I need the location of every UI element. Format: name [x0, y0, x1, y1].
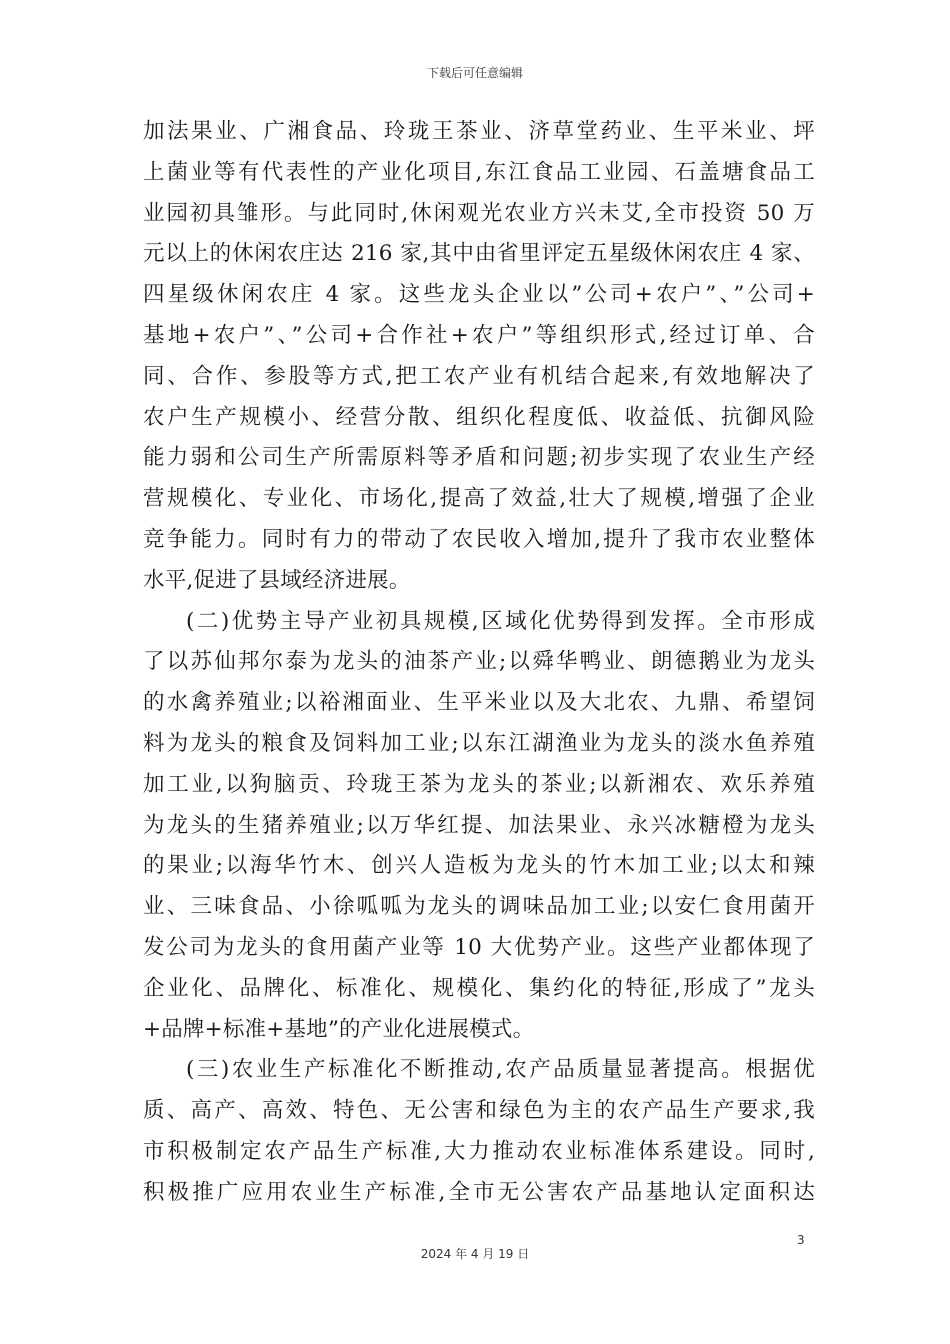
text-line: 业园初具雏形。与此同时,休闲观光农业方兴未艾,全市投资 50 万 [143, 200, 815, 226]
document-body [143, 112, 815, 1214]
text-line: 农户生产规模小、经营分散、组织化程度低、收益低、抗御风险 [143, 404, 815, 430]
text-line: 四星级休闲农庄 4 家。这些龙头企业以”公司+农户”、”公司+ [143, 282, 815, 308]
text-line: +品牌+标准+基地”的产业化进展模式。 [143, 1016, 535, 1042]
paragraph-2 [143, 602, 815, 1051]
text-line: 的果业;以海华竹木、创兴人造板为龙头的竹木加工业;以太和辣 [143, 853, 815, 879]
text-line: 营规模化、专业化、市场化,提高了效益,壮大了规模,增强了企业 [143, 486, 815, 512]
text-line: 能力弱和公司生产所需原料等矛盾和问题;初步实现了农业生产经 [143, 445, 815, 471]
text-line: 质、高产、高效、特色、无公害和绿色为主的农产品生产要求,我 [143, 1098, 815, 1124]
text-line: 基地+农户”、”公司+合作社+农户”等组织形式,经过订单、合 [143, 322, 815, 348]
text-line: 料为龙头的粮食及饲料加工业;以东江湖渔业为龙头的淡水鱼养殖 [143, 730, 815, 756]
text-line: 发公司为龙头的食用菌产业等 10 大优势产业。这些产业都体现了 [143, 934, 815, 960]
text-line: 积极推广应用农业生产标准,全市无公害农产品基地认定面积达 [143, 1179, 815, 1205]
text-line: 企业化、品牌化、标准化、规模化、集约化的特征,形成了”龙头 [143, 975, 815, 1001]
text-line: (三)农业生产标准化不断推动,农产品质量显著提高。根据优 [186, 1057, 815, 1083]
text-line: 市积极制定农产品生产标准,大力推动农业标准体系建设。同时, [143, 1138, 815, 1164]
page-footer-date: 2024 年 4 月 19 日 [420, 1247, 530, 1261]
text-line: 的水禽养殖业;以裕湘面业、生平米业以及大北农、九鼎、希望饲 [143, 690, 815, 716]
paragraph-1 [143, 112, 815, 602]
text-line: (二)优势主导产业初具规模,区域化优势得到发挥。全市形成 [186, 608, 815, 634]
text-line: 业、三味食品、小徐呱呱为龙头的调味品加工业;以安仁食用菌开 [143, 894, 815, 920]
text-line: 加法果业、广湘食品、玲珑王茶业、济草堂药业、生平米业、坪 [143, 119, 815, 144]
text-line: 加工业,以狗脑贡、玲珑王茶为龙头的茶业;以新湘农、欢乐养殖 [143, 771, 815, 797]
text-line: 元以上的休闲农庄达 216 家,其中由省里评定五星级休闲农庄 4 家、 [143, 241, 815, 267]
text-line: 竞争能力。同时有力的带动了农民收入增加,提升了我市农业整体 [143, 526, 815, 552]
page-header: 下载后可任意编辑 [426, 66, 523, 80]
text-line: 水平,促进了县域经济进展。 [143, 567, 411, 593]
page-number: 3 [797, 1233, 805, 1247]
text-line: 为龙头的生猪养殖业;以万华红提、加法果业、永兴冰糖橙为龙头 [143, 812, 815, 838]
text-line: 了以苏仙邦尔泰为龙头的油茶产业;以舜华鸭业、朗德鹅业为龙头 [143, 649, 815, 675]
paragraph-3 [143, 1050, 815, 1213]
text-line: 上菌业等有代表性的产业化项目,东江食品工业园、石盖塘食品工 [143, 159, 815, 185]
text-line: 同、合作、参股等方式,把工农产业有机结合起来,有效地解决了 [143, 363, 815, 389]
